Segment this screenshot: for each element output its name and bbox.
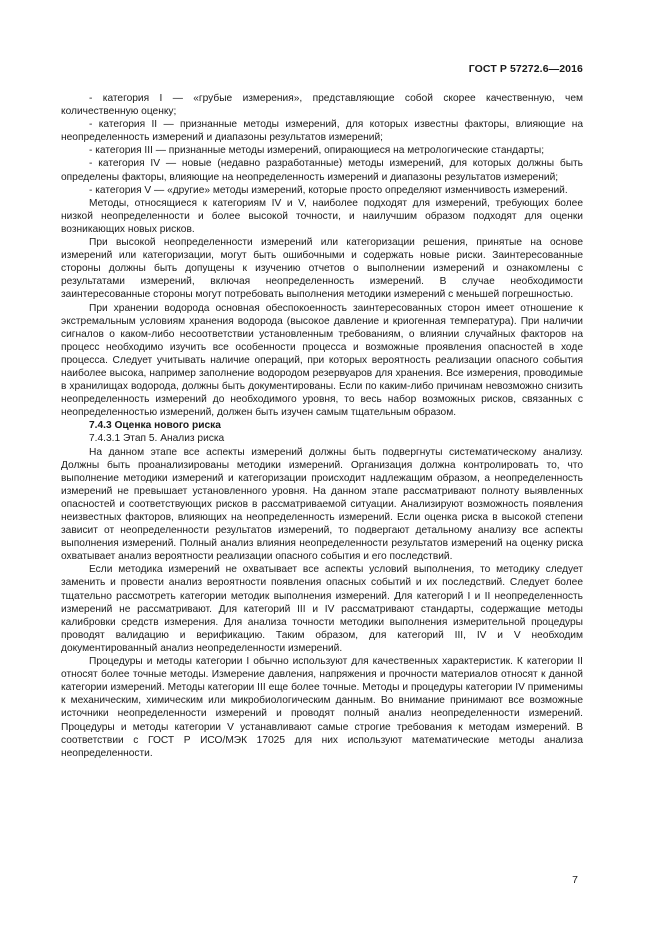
paragraph: Если методика измерений не охватывает все аспекты условий выполнения, то методику следует заменить и провести анализ вероятности появления опасных событий и их последствий. Следует более тщательно рассмотреть категории методик выполнения измерений. Для категорий I и II неопределенность измерений не рассматривают. Для категорий III и IV рассматривают стандарты, содержащие методы калибровки средств измерения. Для анализа точности методики выполнения измерительной процедуры проводят валидацию и верификацию. Таким образом, для категорий III, IV и V необходим документированный анализ неопределенности измерений. xyxy=(61,564,583,654)
section-heading: 7.4.3 Оценка нового риска xyxy=(89,420,221,432)
paragraph: Процедуры и методы категории I обычно используют для качественных характеристик. К категории II относят более точные методы. Измерение давления, напряжения и прочности материалов относят к данной категории измерений. Методы категории III еще более точные. Методы и процедуры категории IV применимы к механическим, химическим или микробиологическим данным. Во внимание принимают все возможные источники неопределенности измерений и проводят полный анализ неопределенности измерений. Процедуры и методы категории V устанавливают самые строгие требования к методам измерений. В соответствии с ГОСТ Р ИСО/МЭК 17025 для них используют математические методы анализа неопределенности. xyxy=(61,656,583,759)
list-item-category-4: - категория IV — новые (недавно разработанные) методы измерений, для которых должны быть определены факторы, влияющие на неопределенность измерений и диапазоны результатов измерений; xyxy=(61,158,583,183)
paragraph: При хранении водорода основная обеспокоенность заинтересованных сторон имеет отношение к экстремальным условиям хранения водорода (высокое давление и криогенная температура). При наличии сигналов о каком-либо несоответствии установленным требованиям, о влиянии случайных факторов на процесс необходимо изучить все особенности процесса и возможные проявления опасностей в ходе процесса. Следует учитывать наличие операций, при которых вероятность реализации опасного события наиболее высока, например заполнение водородом резервуаров для хранения. Все измерения, проводимые в хранилищах водорода, должны быть документированы. Если по каким-либо причинам невозможно снизить неопределенность измерений до необходимого уровня, то весь набор возможных рисков, связанных с неопределенностью измерений, должен быть изучен самым тщательным образом. xyxy=(61,302,583,419)
list-item-category-3: - категория III — признанные методы измерений, опирающиеся на метрологические стандарты; xyxy=(89,145,545,157)
subsection-heading: 7.4.3.1 Этап 5. Анализ риска xyxy=(89,433,225,445)
page-number: 7 xyxy=(572,874,578,886)
list-item-category-2: - категория II — признанные методы измерений, для которых известны факторы, влияющие на неопределенность измерений и диапазоны результатов измерений; xyxy=(61,119,583,144)
paragraph: На данном этапе все аспекты измерений должны быть подвергнуты систематическому анализу. Должны быть проанализированы методики измерений. Организация должна контролировать то, что выполнение методики измерений и категоризации происходит надлежащим образом, а неопределенность измерений не превышает установленного уровня. На данном этапе рассматривают полноту выявленных опасностей и соответствующих рисков в рассматриваемой ситуации. Анализируют возможность появления неизвестных факторов, влияющих на неопределенность измерений. Если оценка риска в высокой степени зависит от неопределенности результатов измерений, то подвергают детальному анализу все аспекты выполнения измерений. Полный анализ влияния неопределенности результатов измерений на оценку риска охватывает анализ вероятности реализации опасного события и его последствий. xyxy=(61,446,583,563)
paragraph: При высокой неопределенности измерений или категоризации решения, принятые на основе измерений или категоризации, могут быть ошибочными и содержать новые риски. Заинтересованные стороны должны быть допущены к изучению отчетов о выполнении измерений и ознакомлены с результатами измерений, включая неопределенность измерений. В случае необходимости заинтересованные стороны могут потребовать выполнения методики измерений с меньшей погрешностью. xyxy=(61,237,583,301)
list-item-category-5: - категория V — «другие» методы измерений, которые просто определяют изменчивость измерений. xyxy=(89,184,568,196)
paragraph: Методы, относящиеся к категориям IV и V, наиболее подходят для измерений, требующих более низкой неопределенности и более высокой точности, и наилучшим образом подходят для оценки возникающих новых рисков. xyxy=(61,197,583,235)
list-item-category-1: - категория I — «грубые измерения», представляющие собой скорее качественную, чем количественную оценку; xyxy=(61,93,583,118)
document-code-header: ГОСТ Р 57272.6—2016 xyxy=(468,63,583,75)
page-body xyxy=(61,92,583,760)
